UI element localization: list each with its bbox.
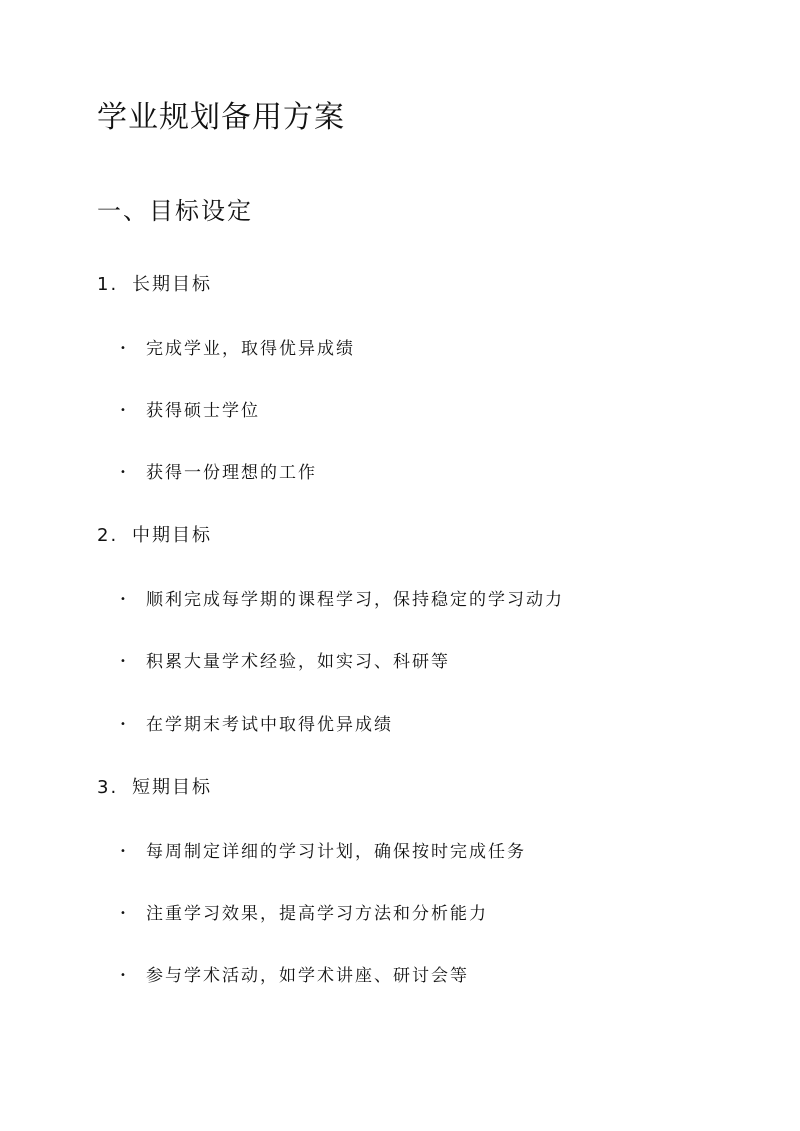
bullet-icon: • bbox=[120, 594, 128, 605]
document-title: 学业规划备用方案 bbox=[97, 100, 345, 135]
subheading-mid-term bbox=[97, 523, 212, 549]
list-item bbox=[120, 336, 355, 362]
list-item-text: 每周制定详细的学习计划，确保按时完成任务 bbox=[146, 842, 526, 862]
list-item-text: 参与学术活动，如学术讲座、研讨会等 bbox=[146, 966, 469, 986]
bullet-icon: • bbox=[120, 405, 128, 416]
list-item-text: 注重学习效果，提高学习方法和分析能力 bbox=[146, 904, 488, 924]
list-item bbox=[120, 587, 564, 613]
list-item-text: 完成学业，取得优异成绩 bbox=[146, 339, 355, 359]
subheading-number: 1. bbox=[97, 274, 119, 295]
list-item-text: 顺利完成每学期的课程学习，保持稳定的学习动力 bbox=[146, 590, 564, 610]
list-item bbox=[120, 963, 469, 989]
list-item bbox=[120, 901, 488, 927]
subheading-title: 中期目标 bbox=[132, 525, 212, 546]
subheading-title: 短期目标 bbox=[132, 777, 212, 798]
list-item bbox=[120, 398, 260, 424]
subheading-number: 3. bbox=[97, 777, 119, 798]
subheading-long-term bbox=[97, 272, 212, 298]
bullet-icon: • bbox=[120, 467, 128, 478]
list-item-text: 积累大量学术经验，如实习、科研等 bbox=[146, 652, 450, 672]
list-item bbox=[120, 839, 526, 865]
section-heading-goal-setting: 一、目标设定 bbox=[97, 197, 253, 225]
bullet-icon: • bbox=[120, 656, 128, 667]
subheading-title: 长期目标 bbox=[132, 274, 212, 295]
bullet-icon: • bbox=[120, 846, 128, 857]
bullet-icon: • bbox=[120, 343, 128, 354]
subheading-number: 2. bbox=[97, 525, 119, 546]
list-item-text: 获得硕士学位 bbox=[146, 401, 260, 421]
list-item bbox=[120, 460, 317, 486]
bullet-icon: • bbox=[120, 908, 128, 919]
list-item bbox=[120, 649, 450, 675]
list-item bbox=[120, 712, 393, 738]
bullet-icon: • bbox=[120, 719, 128, 730]
subheading-short-term bbox=[97, 775, 212, 801]
bullet-icon: • bbox=[120, 970, 128, 981]
list-item-text: 在学期末考试中取得优异成绩 bbox=[146, 715, 393, 735]
list-item-text: 获得一份理想的工作 bbox=[146, 463, 317, 483]
